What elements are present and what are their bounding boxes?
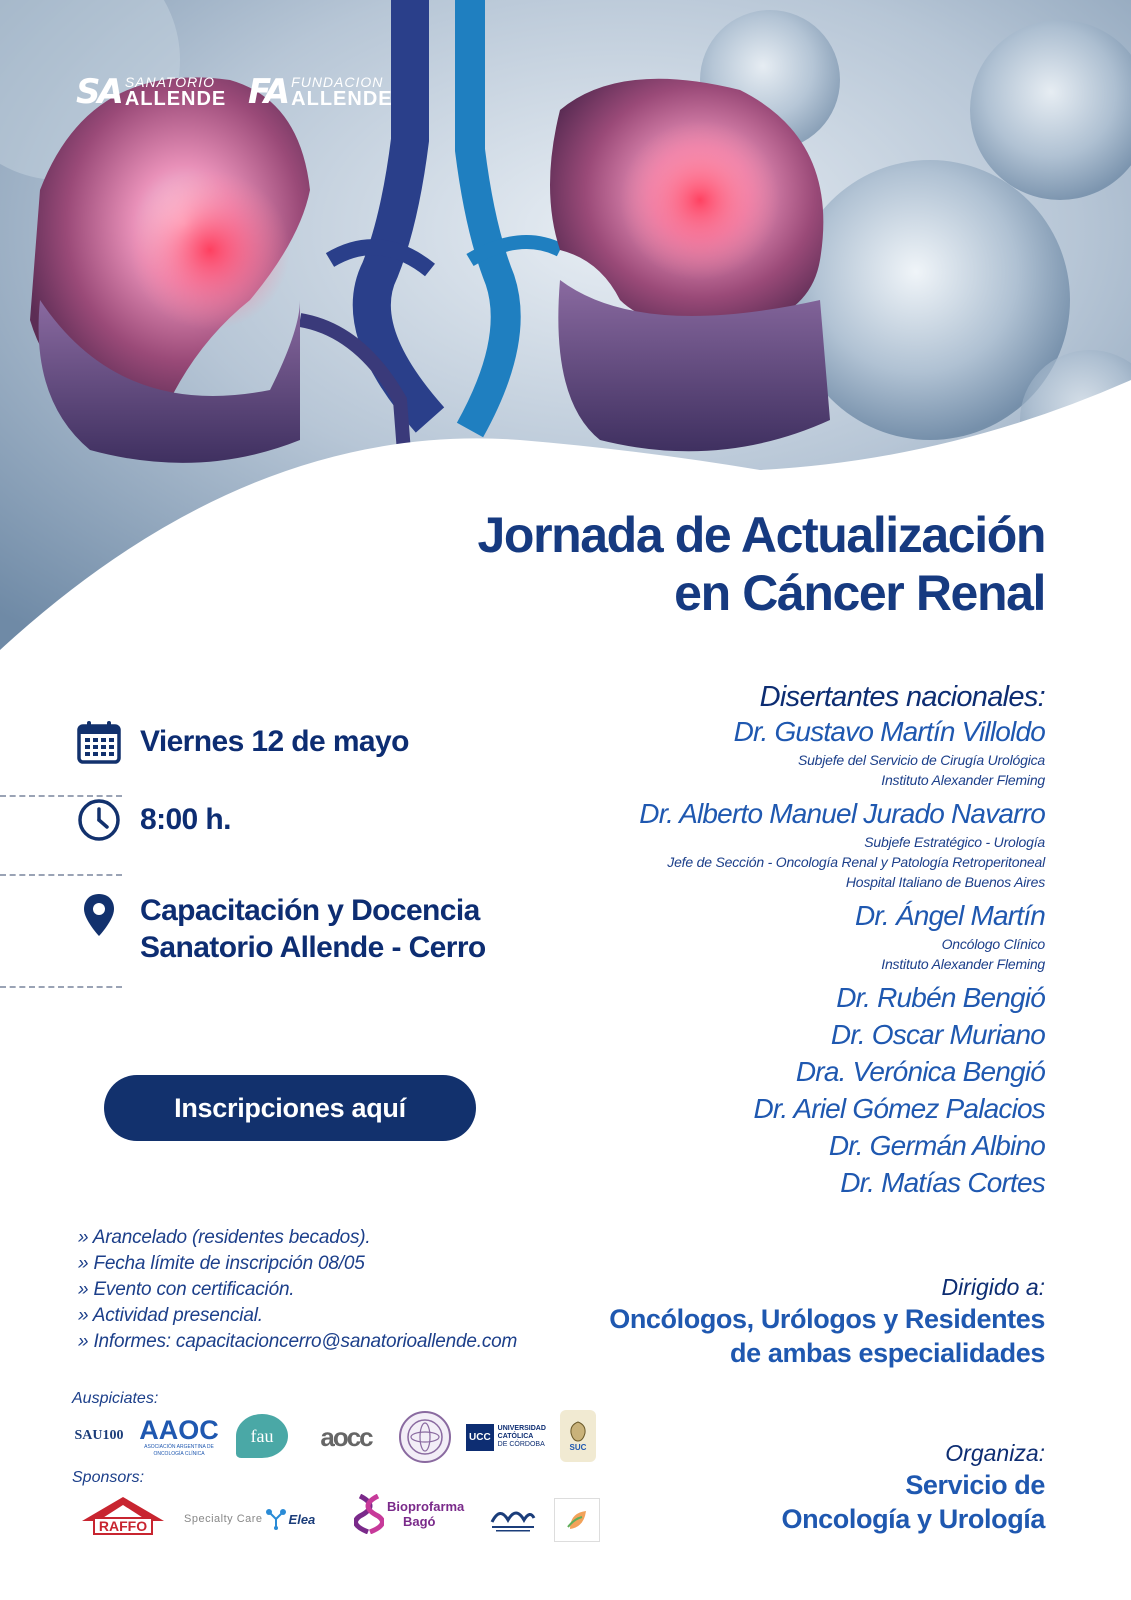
aaoc-logo-sub: ASOCIACIÓN ARGENTINA DE ONCOLOGÍA CLÍNICA bbox=[144, 1444, 214, 1457]
suc-logo bbox=[560, 1410, 596, 1462]
event-notes bbox=[78, 1225, 517, 1355]
aocc-logo: aocc bbox=[320, 1421, 372, 1452]
dna-icon bbox=[354, 1494, 384, 1534]
specialty-care-text: Specialty Care bbox=[184, 1513, 263, 1525]
speaker-role: Subjefe Estratégico - Urología bbox=[864, 834, 1045, 850]
partner-logo bbox=[554, 1498, 600, 1542]
speaker-name: Dra. Verónica Bengió bbox=[795, 1056, 1045, 1087]
suc-logo-text: SUC bbox=[569, 1442, 587, 1452]
event-location bbox=[76, 892, 486, 966]
lab-emblem-icon bbox=[488, 1500, 538, 1534]
event-place-line2: Sanatorio Allende - Cerro bbox=[140, 931, 486, 964]
speaker-name: Dr. Ángel Martín bbox=[854, 900, 1045, 931]
organizer-line2: Oncología y Urología bbox=[781, 1504, 1045, 1534]
speaker-name: Dr. Gustavo Martín Villoldo bbox=[733, 716, 1045, 747]
aaoc-logo bbox=[134, 1412, 224, 1462]
page-title bbox=[478, 506, 1045, 622]
divider bbox=[0, 874, 122, 876]
note-item: » Arancelado (residentes becados). bbox=[78, 1227, 371, 1248]
divider bbox=[0, 986, 122, 988]
clock-icon bbox=[76, 797, 122, 843]
title-line2: en Cáncer Renal bbox=[674, 565, 1045, 621]
laboratory-logo bbox=[488, 1500, 538, 1534]
speaker-name: Dr. Alberto Manuel Jurado Navarro bbox=[639, 798, 1045, 829]
organizer-heading: Organiza: bbox=[945, 1440, 1045, 1466]
raffo-logo-text: RAFFO bbox=[93, 1517, 153, 1535]
fundacion-logo-line1: FUNDACION bbox=[291, 74, 384, 90]
speaker-institution: Instituto Alexander Fleming bbox=[881, 956, 1045, 972]
sanatorio-allende-logo bbox=[76, 72, 226, 112]
sponsors-label: Sponsors: bbox=[72, 1469, 145, 1486]
leaf-icon bbox=[562, 1505, 592, 1535]
bioprofarma-line1: Bioprofarma bbox=[387, 1499, 465, 1514]
audience-line1: Oncólogos, Urólogos y Residentes bbox=[609, 1304, 1045, 1334]
scientific-society-seal bbox=[398, 1410, 452, 1464]
elea-logo-text: Elea bbox=[288, 1511, 316, 1527]
speaker-name: Dr. Rubén Bengió bbox=[836, 982, 1045, 1013]
ucc-logo bbox=[466, 1420, 554, 1454]
speaker-institution: Instituto Alexander Fleming bbox=[881, 772, 1045, 788]
speakers-list bbox=[639, 680, 1045, 1201]
note-item: » Evento con certificación. bbox=[78, 1279, 295, 1300]
auspiciantes-label: Auspiciates: bbox=[72, 1390, 159, 1407]
aaoc-logo-text: AAOC bbox=[139, 1415, 219, 1445]
kidney-emblem-icon bbox=[568, 1421, 588, 1443]
speaker-role: Jefe de Sección - Oncología Renal y Patología Retroperitoneal bbox=[667, 854, 1045, 870]
seal-icon bbox=[398, 1410, 452, 1464]
molecule-icon bbox=[265, 1508, 287, 1530]
audience-heading: Dirigido a: bbox=[941, 1274, 1045, 1300]
note-item: » Fecha límite de inscripción 08/05 bbox=[78, 1253, 365, 1274]
fundacion-logo-mark: FA bbox=[248, 72, 288, 112]
fundacion-allende-logo bbox=[248, 72, 393, 112]
event-date-text: Viernes 12 de mayo bbox=[140, 725, 409, 758]
raffo-logo bbox=[74, 1494, 172, 1536]
speaker-name: Dr. Ariel Gómez Palacios bbox=[753, 1093, 1045, 1124]
ucc-logo-line2: CATÓLICA bbox=[497, 1433, 534, 1440]
event-place-line1: Capacitación y Docencia bbox=[140, 894, 480, 927]
ucc-logo-line3: DE CÓRDOBA bbox=[497, 1441, 545, 1448]
location-pin-icon bbox=[76, 892, 122, 938]
calendar-icon bbox=[76, 719, 122, 765]
event-date bbox=[76, 719, 409, 765]
sanatorio-logo-mark: SA bbox=[76, 72, 121, 112]
organizer-line1: Servicio de bbox=[905, 1470, 1045, 1500]
audience-line2: de ambas especialidades bbox=[730, 1338, 1045, 1368]
organizer-section bbox=[781, 1438, 1045, 1536]
speakers-heading: Disertantes nacionales: bbox=[759, 681, 1045, 713]
event-time bbox=[76, 797, 231, 843]
speaker-name: Dr. Germán Albino bbox=[828, 1130, 1045, 1161]
note-item-contact[interactable]: » Informes: capacitacioncerro@sanatorioallende.com bbox=[78, 1331, 518, 1352]
bioprofarma-line2: Bagó bbox=[403, 1514, 436, 1529]
ucc-logo-line1: UNIVERSIDAD bbox=[497, 1425, 546, 1432]
speaker-role: Oncólogo Clínico bbox=[941, 936, 1045, 952]
specialty-care-elea-logo bbox=[184, 1502, 354, 1536]
speaker-institution: Hospital Italiano de Buenos Aires bbox=[845, 874, 1045, 890]
sanatorio-logo-line1: SANATORIO bbox=[124, 74, 215, 90]
fau-logo: fau bbox=[236, 1414, 288, 1458]
speaker-name: Dr. Matías Cortes bbox=[840, 1167, 1045, 1198]
note-item: » Actividad presencial. bbox=[78, 1305, 263, 1326]
register-button[interactable]: Inscripciones aquí bbox=[104, 1075, 476, 1141]
ucc-logo-mark: UCC bbox=[466, 1424, 494, 1451]
audience-section bbox=[609, 1272, 1045, 1370]
bioprofarma-logo bbox=[354, 1492, 474, 1536]
event-time-text: 8:00 h. bbox=[140, 803, 231, 836]
fundacion-logo-line2: ALLENDE bbox=[291, 88, 393, 110]
title-line1: Jornada de Actualización bbox=[477, 507, 1045, 563]
speaker-role: Subjefe del Servicio de Cirugía Urológica bbox=[797, 752, 1045, 768]
speaker-name: Dr. Oscar Muriano bbox=[830, 1019, 1045, 1050]
sanatorio-logo-line2: ALLENDE bbox=[124, 88, 227, 110]
sau-logo: SAU100 bbox=[74, 1428, 124, 1443]
